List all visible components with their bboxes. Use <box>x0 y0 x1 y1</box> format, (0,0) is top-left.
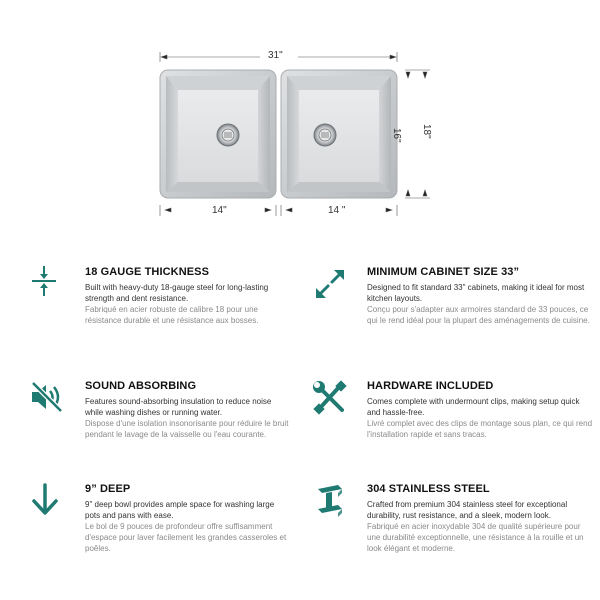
speaker-muted-icon <box>30 380 66 416</box>
feature-title: SOUND ABSORBING <box>85 380 197 392</box>
feature-description-en: 9" deep bowl provides ample space for washing large pots and pans with ease. <box>85 500 275 520</box>
feature-description-fr: Conçu pour s'adapter aux armoires standard de 33 pouces, ce qui le rend idéal pour la plupart des aménagements de cuisine. <box>367 305 590 325</box>
feature-description-fr: Dispose d'une isolation insonorisante pour réduire le bruit pendant le lavage de la vaisselle ou l'eau courante. <box>85 419 289 439</box>
feature-description-fr: Le bol de 9 pouces de profondeur offre suffisamment d'espace pour laver facilement les grandes casseroles et poêles. <box>85 522 287 553</box>
feature-title: 9” DEEP <box>85 483 131 495</box>
wrench-screwdriver-icon <box>312 380 348 416</box>
sink-diagram <box>0 0 600 240</box>
feature-description-en: Built with heavy-duty 18-gauge steel for long-lasting strength and dent resistance. <box>85 283 269 303</box>
feature-description-en: Designed to fit standard 33" cabinets, making it ideal for most kitchen layouts. <box>367 283 585 303</box>
height-inner-label: 16" <box>391 128 402 143</box>
feature-title: 304 STAINLESS STEEL <box>367 483 490 495</box>
feature-description-en: Features sound-absorbing insulation to reduce noise while washing dishes or running water. <box>85 397 272 417</box>
feature-description-fr: Fabriqué en acier robuste de calibre 18 pour une résistance durable et une résistance aux bosses. <box>85 305 259 325</box>
left-bowl <box>160 70 276 198</box>
width-total-label: 31" <box>268 50 283 61</box>
feature-description-fr: Fabriqué en acier inoxydable 304 de qualité supérieure pour une durabilité exceptionnelle, une résistance à la rouille et un look élégant et moderne. <box>367 522 584 553</box>
feature-title: 18 GAUGE THICKNESS <box>85 266 210 278</box>
feature-title: MINIMUM CABINET SIZE 33” <box>367 266 520 278</box>
feature-description-en: Crafted from premium 304 stainless steel for exceptional durability, rust resistance, and a sleek, modern look. <box>367 500 568 520</box>
sink-illustration <box>0 0 600 240</box>
bowl-left-label: 14" <box>212 205 227 216</box>
feature-description-en: Comes complete with undermount clips, making setup quick and hassle-free. <box>367 397 580 417</box>
steel-beam-icon <box>312 483 348 519</box>
bowl-right-label: 14 " <box>328 205 346 216</box>
expand-diagonal-arrows-icon <box>312 266 348 302</box>
arrow-down-icon <box>30 483 66 519</box>
feature-description-fr: Livré complet avec des clips de montage sous plan, ce qui rend l'installation rapide et sans tracas. <box>367 419 593 439</box>
right-bowl <box>281 70 397 198</box>
feature-title: HARDWARE INCLUDED <box>367 380 494 392</box>
height-outer-label: 18" <box>421 124 432 139</box>
compress-arrows-icon <box>30 266 66 302</box>
